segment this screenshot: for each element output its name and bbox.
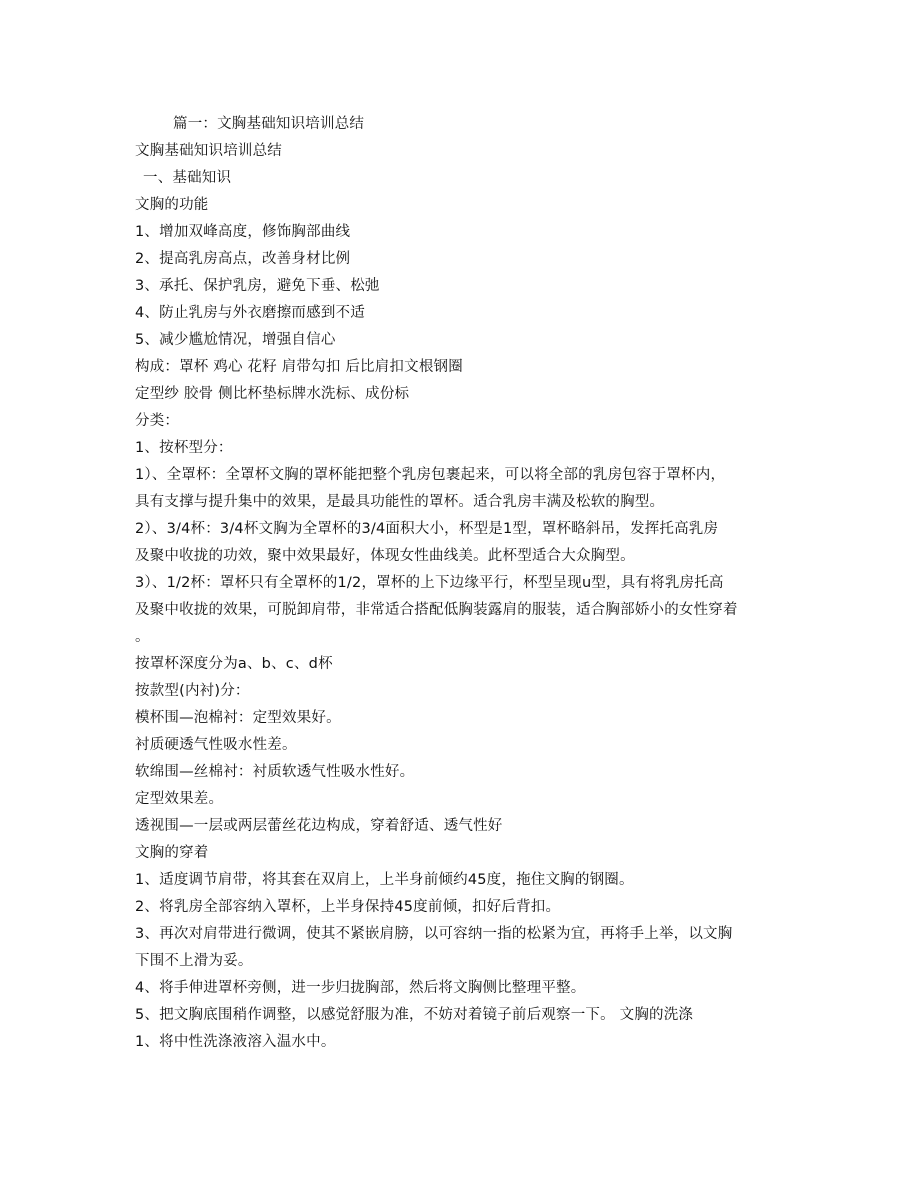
text-line: 4、防止乳房与外衣磨擦而感到不适 (135, 305, 365, 321)
text-line: 分类： (135, 413, 180, 429)
text-line: 定型效果差。 (135, 791, 224, 807)
text-line: 模杯围—泡棉衬：定型效果好。 (135, 710, 341, 726)
text-line: 1）、全罩杯：全罩杯文胸的罩杯能把整个乳房包裹起来，可以将全部的乳房包容于罩杯内， (135, 467, 726, 483)
text-line: 具有支撑与提升集中的效果，是最具功能性的罩杯。适合乳房丰满及松软的胸型。 (135, 494, 665, 510)
text-line: 5、把文胸底围稍作调整，以感觉舒服为准，不妨对着镜子前后观察一下。 文胸的洗涤 (135, 1007, 694, 1023)
text-line: 及聚中收拢的功效，聚中效果最好，体现女性曲线美。此杯型适合大众胸型。 (135, 548, 635, 564)
text-line: 5、减少尴尬情况，增强自信心 (135, 332, 336, 348)
text-line: 1、将中性洗涤液溶入温水中。 (135, 1034, 336, 1050)
text-line: 3、再次对肩带进行微调，使其不紧嵌肩膀，以可容纳一指的松紧为宜，再将手上举，以文胸 (135, 926, 733, 942)
text-line: 2、将乳房全部容纳入罩杯，上半身保持45度前倾，扣好后背扣。 (135, 899, 561, 915)
text-line: 按罩杯深度分为a、b、c、d杯 (135, 656, 333, 672)
text-line: 4、将手伸进罩杯旁侧，进一步归拢胸部，然后将文胸侧比整理平整。 (135, 980, 586, 996)
text-line: 1、按杯型分： (135, 440, 233, 456)
text-line: 定型纱 胶骨 侧比杯垫标牌水洗标、成份标 (135, 386, 410, 402)
text-line: 透视围—一层或两层蕾丝花边构成，穿着舒适、透气性好 (135, 818, 503, 834)
document-title: 文胸基础知识培训总结 (135, 143, 282, 159)
text-line: 1、增加双峰高度，修饰胸部曲线 (135, 224, 351, 240)
text-line: 1、适度调节肩带，将其套在双肩上，上半身前倾约45度，拖住文胸的钢圈。 (135, 872, 634, 888)
text-line: 文胸的穿着 (135, 845, 209, 861)
text-line: 。 (135, 629, 150, 645)
text-line: 衬质硬透气性吸水性差。 (135, 737, 297, 753)
text-line: 下围不上滑为妥。 (135, 953, 253, 969)
text-line: 2、提高乳房高点，改善身材比例 (135, 251, 351, 267)
text-line: 构成：罩杯 鸡心 花籽 肩带勾扣 后比肩扣文根钢圈 (135, 359, 463, 375)
text-line: 3、承托、保护乳房，避免下垂、松弛 (135, 278, 380, 294)
text-line: 按款型(内衬)分： (135, 683, 250, 699)
text-line: 及聚中收拢的效果，可脱卸肩带，非常适合搭配低胸装露肩的服装，适合胸部娇小的女性穿着 (135, 602, 738, 618)
text-line: 文胸的功能 (135, 197, 209, 213)
text-line: 软绵围—丝棉衬：衬质软透气性吸水性好。 (135, 764, 415, 780)
text-line: 2）、3/4杯：3/4杯文胸为全罩杯的3/4面积大小，杯型是1型，罩杯略斜吊，发挥托高乳房 (135, 521, 719, 537)
section-heading: 一、基础知识 (143, 170, 232, 186)
document-heading: 篇一：文胸基础知识培训总结 (173, 116, 365, 132)
text-line: 3）、1/2杯：罩杯只有全罩杯的1/2，罩杯的上下边缘平行，杯型呈现u型，具有将乳房托高 (135, 575, 724, 591)
